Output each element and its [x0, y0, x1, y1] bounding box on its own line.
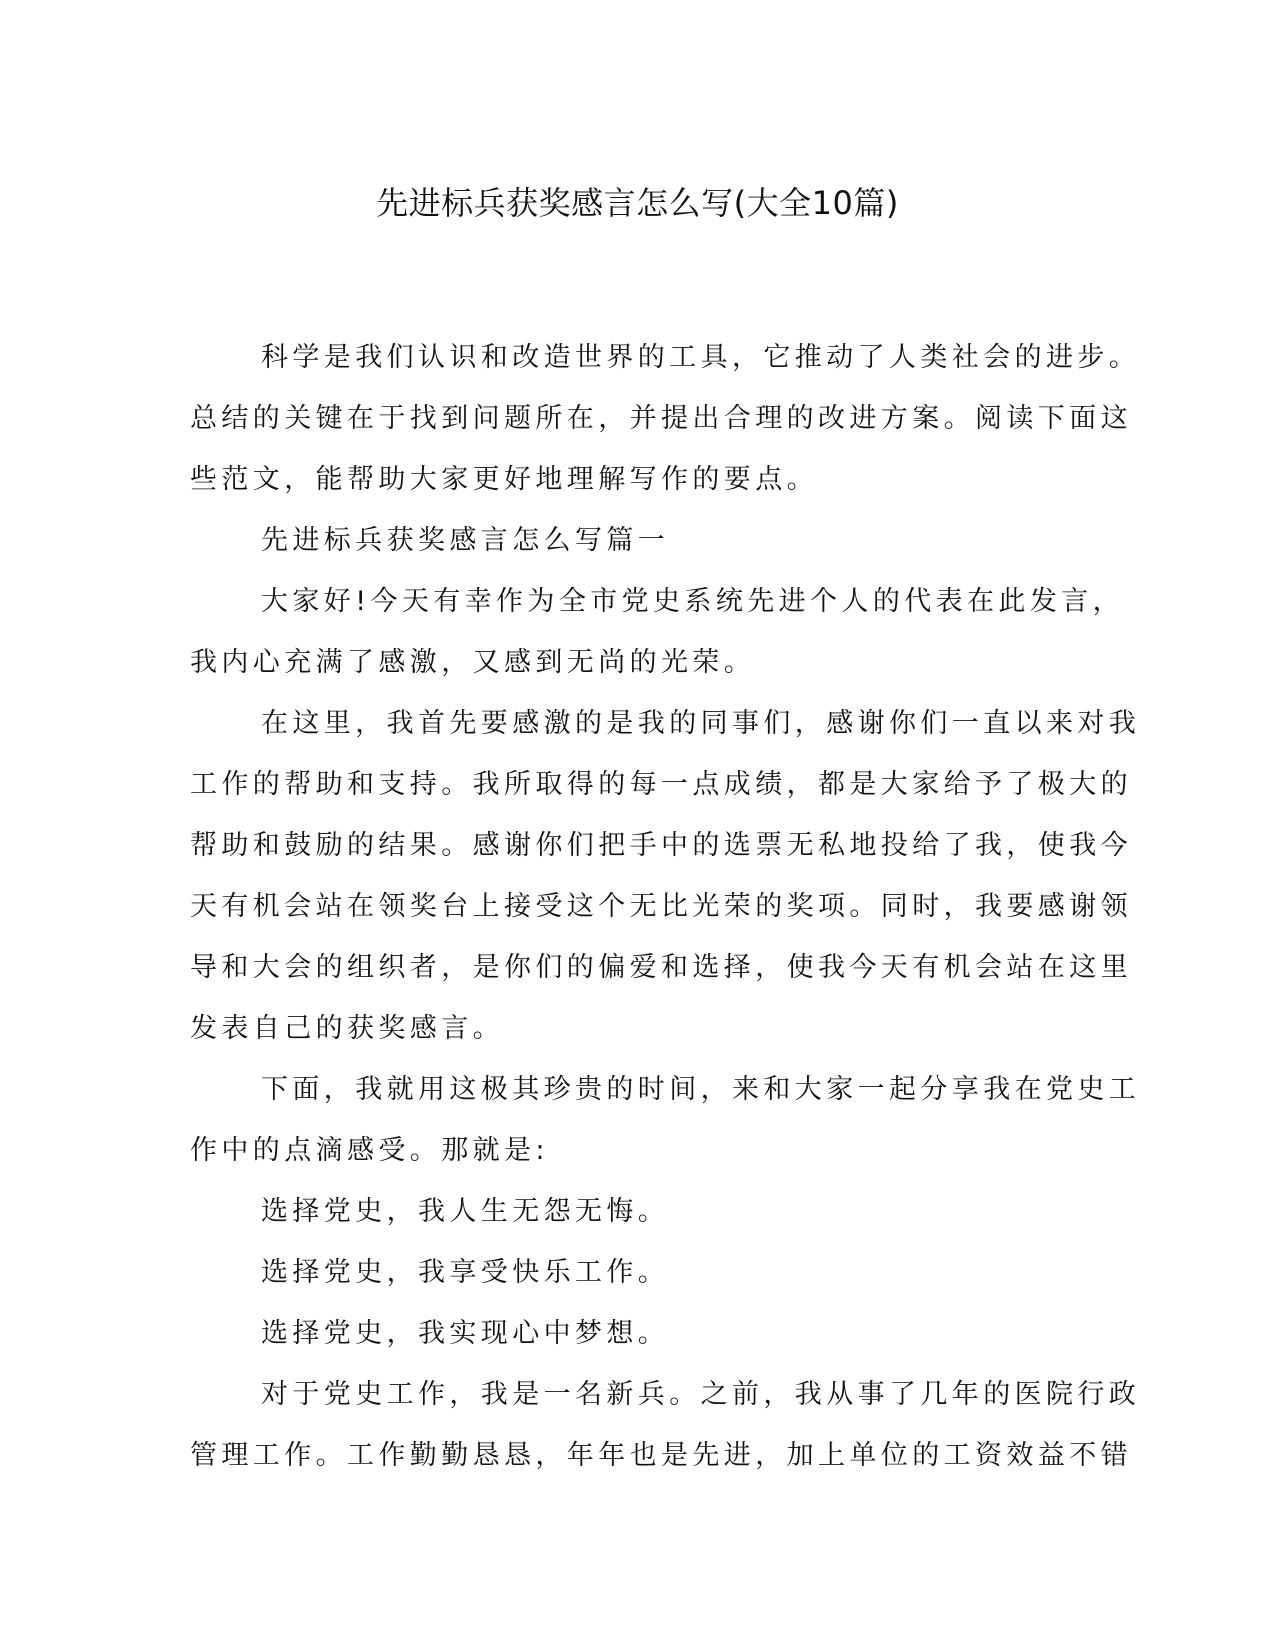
paragraph-greeting: [190, 571, 1125, 693]
paragraph-background: [190, 1364, 1141, 1486]
text-line: 在这里，我首先要感激的是我的同事们，感谢你们一直以来对我: [261, 708, 1141, 739]
document-title: 先进标兵获奖感言怎么写(大全10篇): [376, 184, 899, 222]
text-line: 选择党史，我人生无怨无悔。: [261, 1196, 670, 1227]
text-line: 天有机会站在领奖台上接受这个无比光荣的奖项。同时，我要感谢领: [190, 891, 1132, 922]
text-line: 工作的帮助和支持。我所取得的每一点成绩，都是大家给予了极大的: [190, 769, 1132, 800]
paragraph-intro: [190, 327, 1141, 510]
text-line: 导和大会的组织者，是你们的偏爱和选择，使我今天有机会站在这里: [190, 952, 1132, 983]
text-line: 大家好!今天有幸作为全市党史系统先进个人的代表在此发言，: [261, 586, 1125, 617]
text-line: 科学是我们认识和改造世界的工具，它推动了人类社会的进步。: [261, 342, 1141, 373]
text-line: 总结的关键在于找到问题所在，并提出合理的改进方案。阅读下面这: [190, 403, 1132, 434]
text-line: 管理工作。工作勤勤恳恳，年年也是先进，加上单位的工资效益不错: [190, 1440, 1132, 1471]
text-line: 选择党史，我享受快乐工作。: [261, 1257, 670, 1288]
paragraph-choice-2: [190, 1242, 1085, 1303]
section-heading: [190, 510, 1085, 571]
document-body: [190, 327, 1141, 1486]
text-line: 对于党史工作，我是一名新兵。之前，我从事了几年的医院行政: [261, 1379, 1141, 1410]
text-line: 先进标兵获奖感言怎么写篇一: [261, 525, 670, 556]
text-line: 下面，我就用这极其珍贵的时间，来和大家一起分享我在党史工: [261, 1074, 1141, 1105]
paragraph-choice-1: [190, 1181, 1085, 1242]
text-line: 发表自己的获奖感言。: [190, 1013, 504, 1044]
paragraph-share: [190, 1059, 1141, 1181]
text-line: 些范文，能帮助大家更好地理解写作的要点。: [190, 464, 818, 495]
text-line: 帮助和鼓励的结果。感谢你们把手中的选票无私地投给了我，使我今: [190, 830, 1132, 861]
paragraph-thanks: [190, 693, 1141, 1059]
text-line: 我内心充满了感激，又感到无尚的光荣。: [190, 647, 756, 678]
paragraph-choice-3: [190, 1303, 1085, 1364]
text-line: 选择党史，我实现心中梦想。: [261, 1318, 670, 1349]
text-line: 作中的点滴感受。那就是:: [190, 1135, 549, 1166]
